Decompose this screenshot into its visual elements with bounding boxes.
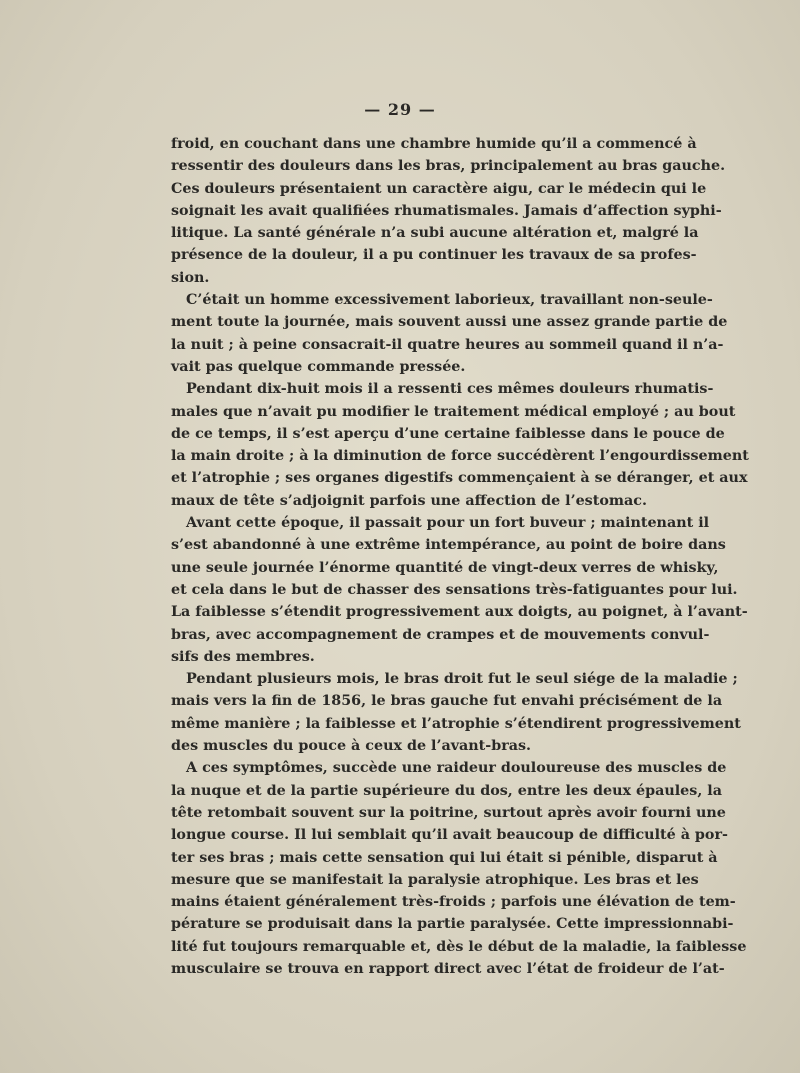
text-line: Ces douleurs présentaient un caractère aigu, car le médecin qui le: [171, 180, 707, 197]
text-line: la nuit ; à peine consacrait-il quatre heures au sommeil quand il n’a-: [171, 336, 724, 353]
text-line: froid, en couchant dans une chambre humide qu’il a commencé à: [171, 136, 697, 152]
text-line: sion.: [171, 269, 210, 286]
text-line: même manière ; la faiblesse et l’atrophie s’étendirent progressivement: [171, 715, 741, 732]
text-line: vait pas quelque commande pressée.: [171, 358, 466, 375]
text-line: sifs des membres.: [171, 648, 315, 665]
text-line: pérature se produisait dans la partie paralysée. Cette impressionnabi-: [171, 916, 734, 933]
text-line: C’était un homme excessivement laborieux, travaillant non-seule-: [186, 292, 713, 309]
text-line: présence de la douleur, il a pu continuer les travaux de sa profes-: [171, 247, 697, 264]
page-number: — 29 —: [364, 100, 436, 119]
text-line: lité fut toujours remarquable et, dès le début de la maladie, la faiblesse: [171, 938, 747, 955]
text-line: Pendant plusieurs mois, le bras droit fut le seul siége de la maladie ;: [186, 671, 738, 688]
text-line: males que n’avait pu modifier le traitement médical employé ; au bout: [171, 403, 736, 420]
text-line: une seule journée l’énorme quantité de vingt-deux verres de whisky,: [171, 559, 719, 576]
text-line: A ces symptômes, succède une raideur douloureuse des muscles de: [186, 760, 727, 777]
paragraph: [171, 289, 728, 378]
paragraph: [171, 757, 747, 980]
text-line: mains étaient généralement très-froids ; parfois une élévation de tem-: [171, 894, 736, 911]
text-line: de ce temps, il s’est aperçu d’une certaine faiblesse dans le pouce de: [171, 425, 725, 442]
text-line: maux de tête s’adjoignit parfois une affection de l’estomac.: [171, 492, 647, 509]
text-line: ter ses bras ; mais cette sensation qui lui était si pénible, disparut à: [171, 849, 718, 866]
text-line: tête retombait souvent sur la poitrine, surtout après avoir fourni une: [171, 804, 726, 821]
text-line: Pendant dix-huit mois il a ressenti ces mêmes douleurs rhumatis-: [186, 381, 714, 398]
text-line: et cela dans le but de chasser des sensations très-fatiguantes pour lui.: [171, 581, 738, 598]
text-line: soignait les avait qualifiées rhumatismales. Jamais d’affection syphi-: [171, 202, 722, 219]
paragraph: [171, 668, 741, 757]
text-line: et l’atrophie ; ses organes digestifs commençaient à se déranger, et aux: [171, 470, 748, 487]
paragraph: [171, 512, 748, 668]
text-line: Avant cette époque, il passait pour un fort buveur ; maintenant il: [186, 515, 710, 532]
text-line: s’est abandonné à une extrême intempérance, au point de boire dans: [171, 537, 726, 554]
paragraph: [171, 378, 749, 512]
text-line: La faiblesse s’étendit progressivement aux doigts, au poignet, à l’avant-: [171, 604, 748, 621]
text-line: longue course. Il lui semblait qu’il avait beaucoup de difficulté à por-: [171, 827, 728, 844]
text-line: la nuque et de la partie supérieure du dos, entre les deux épaules, la: [171, 782, 722, 799]
text-line: des muscles du pouce à ceux de l’avant-bras.: [171, 738, 532, 755]
text-line: litique. La santé générale n’a subi aucune altération et, malgré la: [171, 225, 699, 242]
text-line: ressentir des douleurs dans les bras, principalement au bras gauche.: [171, 158, 726, 175]
body-text: [171, 133, 749, 980]
text-line: musculaire se trouva en rapport direct avec l’état de froideur de l’at-: [171, 960, 725, 977]
text-line: ment toute la journée, mais souvent aussi une assez grande partie de: [171, 314, 728, 331]
text-line: bras, avec accompagnement de crampes et de mouvements convul-: [171, 626, 710, 643]
text-line: mesure que se manifestait la paralysie atrophique. Les bras et les: [171, 871, 699, 888]
paragraph: [171, 133, 726, 289]
text-line: mais vers la fin de 1856, le bras gauche fut envahi précisément de la: [171, 693, 723, 710]
text-line: la main droite ; à la diminution de force succédèrent l’engourdissement: [171, 448, 749, 465]
